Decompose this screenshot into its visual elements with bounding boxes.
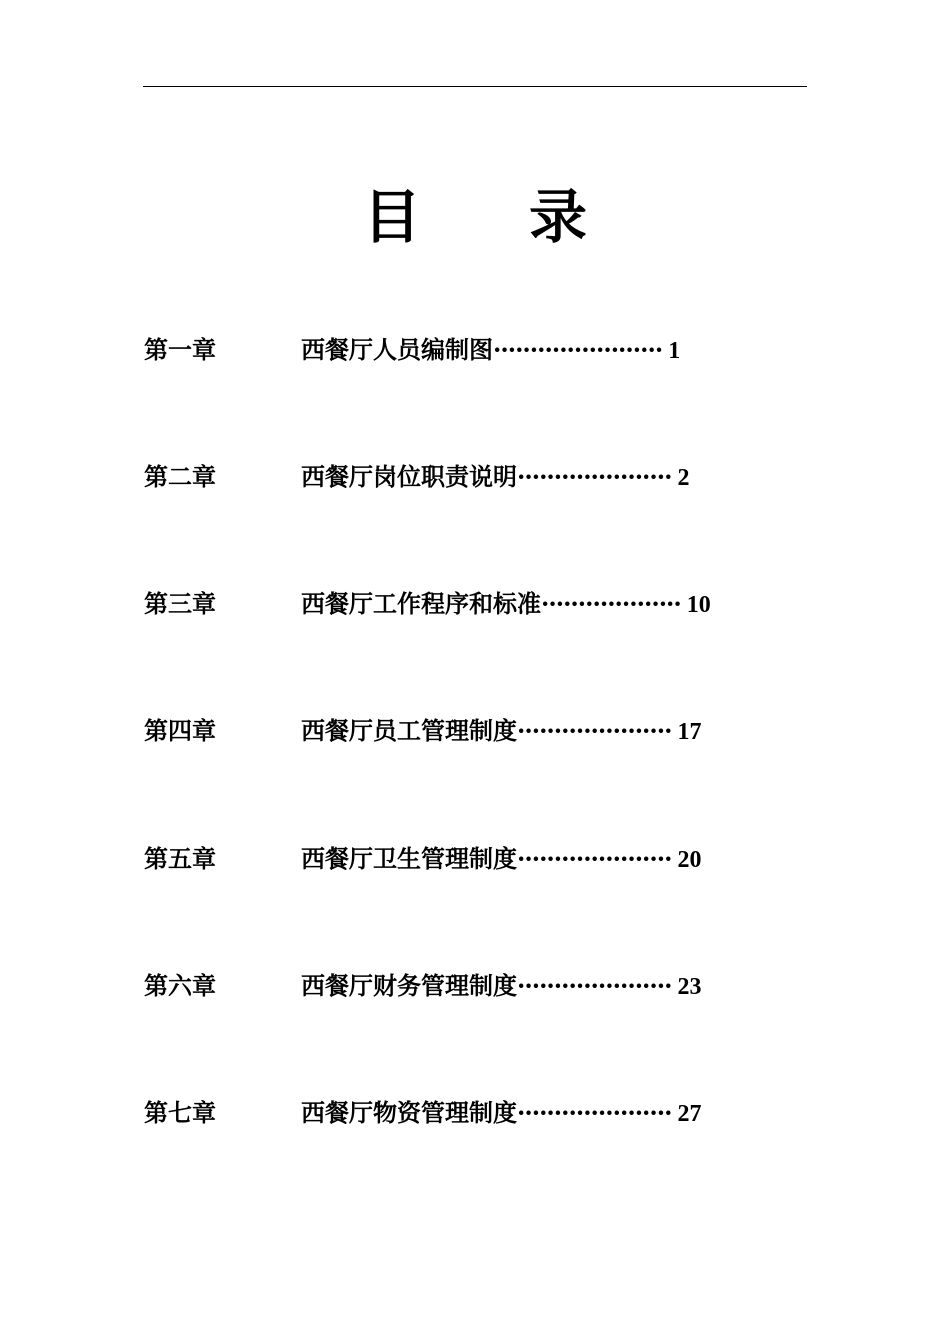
chapter-title-line (301, 584, 711, 625)
chapter-title: 西餐厅人员编制图 (301, 335, 493, 364)
dot-leader: ····················· (517, 971, 672, 1000)
dot-leader: ··················· (541, 589, 681, 618)
chapter-number: 第六章 (144, 971, 216, 1000)
chapter-number: 第七章 (144, 1098, 216, 1127)
toc-entry-5[interactable] (144, 839, 804, 879)
toc-entry-3[interactable] (144, 584, 804, 624)
page-number: 23 (677, 974, 702, 1000)
chapter-title: 西餐厅物资管理制度 (301, 1098, 517, 1127)
chapter-title: 西餐厅工作程序和标准 (301, 589, 541, 618)
toc-entry-4[interactable] (144, 711, 804, 751)
chapter-title-line (301, 457, 689, 498)
chapter-title: 西餐厅员工管理制度 (301, 716, 517, 745)
dot-leader: ····················· (517, 1098, 672, 1127)
page-number: 10 (686, 592, 711, 618)
page-number: 17 (677, 719, 702, 745)
page-number: 1 (668, 338, 681, 364)
toc-entry-6[interactable] (144, 966, 804, 1006)
toc-title-spacer (422, 180, 528, 254)
chapter-title-line (301, 839, 701, 880)
chapter-number: 第四章 (144, 716, 216, 745)
chapter-number: 第一章 (144, 335, 216, 364)
dot-leader: ····················· (517, 716, 672, 745)
chapter-number: 第五章 (144, 844, 216, 873)
toc-title-char-1: 目 (362, 183, 421, 251)
toc-entry-2[interactable] (144, 457, 804, 497)
chapter-title: 西餐厅岗位职责说明 (301, 462, 517, 491)
dot-leader: ······················· (493, 335, 663, 364)
toc-entry-7[interactable] (144, 1093, 804, 1133)
dot-leader: ····················· (517, 462, 672, 491)
header-rule (143, 86, 807, 87)
dot-leader: ····················· (517, 844, 672, 873)
toc-entry-1[interactable] (144, 330, 804, 370)
chapter-title-line (301, 966, 701, 1007)
page-number: 27 (677, 1101, 702, 1127)
chapter-title-line (301, 711, 701, 752)
toc-title (0, 180, 950, 254)
page-number: 2 (677, 465, 690, 491)
chapter-title-line (301, 330, 680, 371)
chapter-title: 西餐厅卫生管理制度 (301, 844, 517, 873)
chapter-title: 西餐厅财务管理制度 (301, 971, 517, 1000)
chapter-number: 第二章 (144, 462, 216, 491)
toc-title-char-2: 录 (528, 183, 587, 251)
chapter-title-line (301, 1093, 701, 1134)
page-number: 20 (677, 847, 702, 873)
chapter-number: 第三章 (144, 589, 216, 618)
